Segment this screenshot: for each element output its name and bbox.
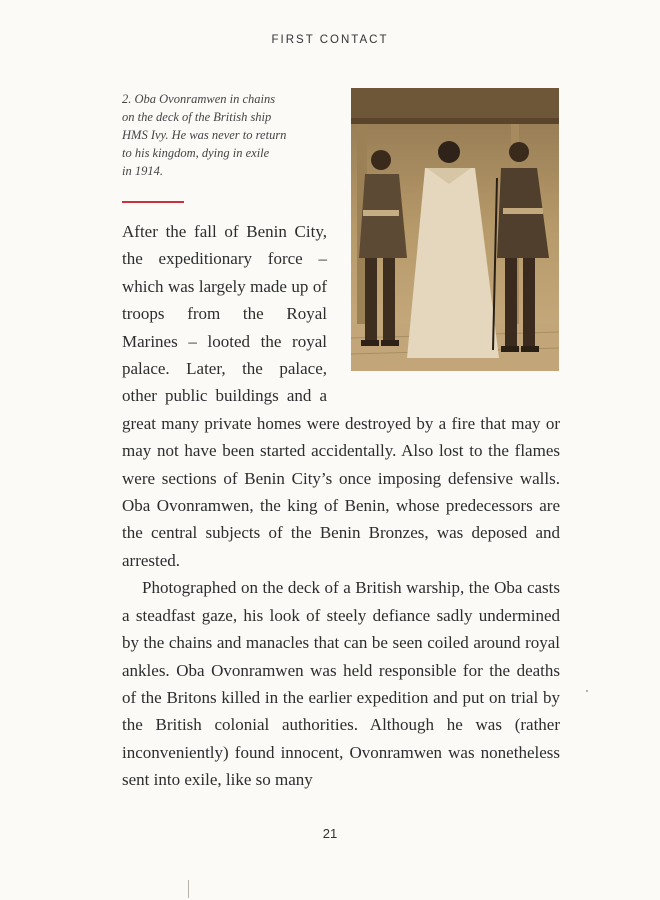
body-text bbox=[122, 218, 560, 794]
running-head: FIRST CONTACT bbox=[271, 34, 389, 46]
figure-wrap-spacer bbox=[327, 218, 560, 398]
scan-speck bbox=[586, 690, 588, 692]
scan-mark bbox=[188, 880, 189, 898]
caption-line: in 1914. bbox=[122, 164, 163, 178]
caption-rule bbox=[122, 201, 184, 203]
caption-line: to his kingdom, dying in exile bbox=[122, 146, 270, 160]
caption-line: on the deck of the British ship bbox=[122, 110, 272, 124]
body-paragraph: Photographed on the deck of a British warship, the Oba casts a steadfast gaze, his look of steely defiance sadly undermined by the chains and manacles that can be seen coiled around royal ankles. Oba Ovonramwen was held responsible for the deaths of the Britons killed in the earlier expedition and put on trial by the British colonial authorities. Although he was (rather inconveniently) found innocent, Ovonramwen was nonetheless sent into exile, like so many bbox=[122, 578, 560, 790]
caption-line: HMS Ivy. He was never to return bbox=[122, 128, 287, 142]
figure-caption bbox=[122, 90, 332, 180]
body-paragraph: After the fall of Benin City, the expeditionary force – which was largely made up of troops from the Royal Marines – looted the royal palace. Later, the palace, other public buildings and a great many private homes were destroyed by a fire that may or may not have been started accidentally. Also lost to the flames were sections of Benin City’s once imposing defensive walls. Oba Ovonramwen, the king of Benin, whose predecessors are the central subjects of the Benin Bronzes, was deposed and arrested. bbox=[122, 222, 560, 570]
caption-line: 2. Oba Ovonramwen in chains bbox=[122, 92, 276, 106]
page-number: 21 bbox=[322, 826, 338, 841]
